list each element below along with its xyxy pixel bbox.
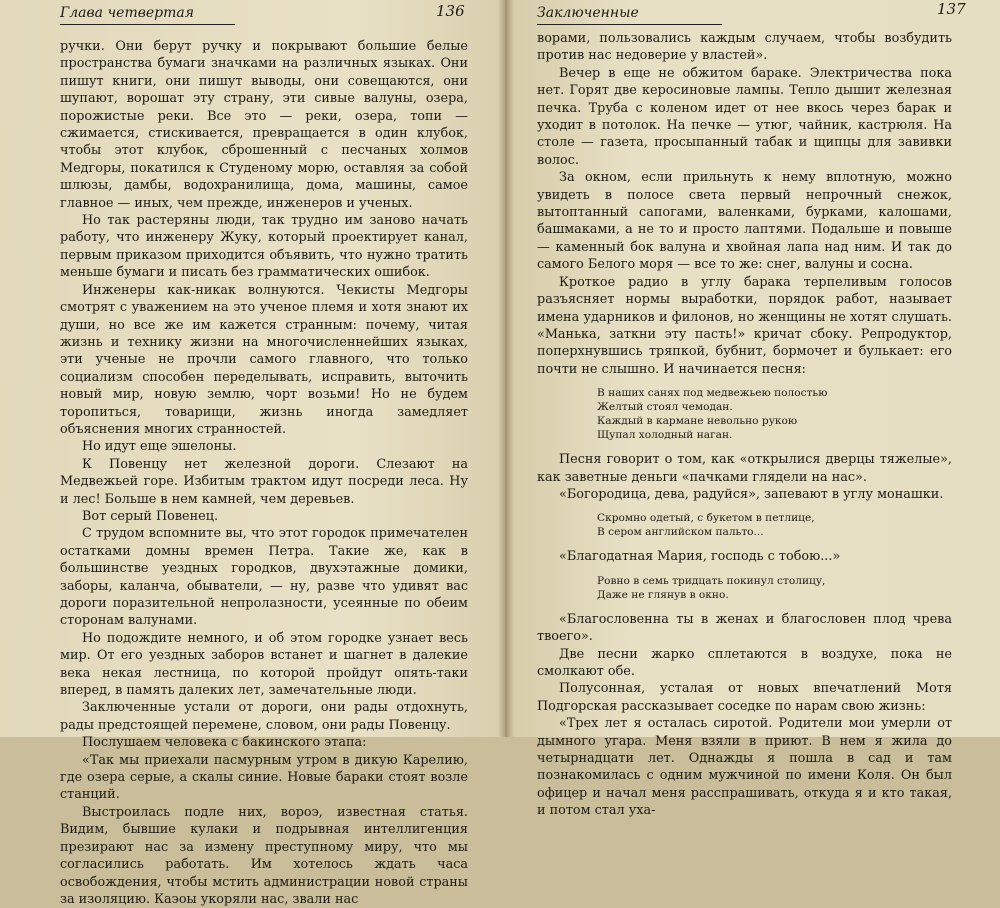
paragraph: «Так мы приехали пасмурным утром в дикую Карелию, где озера серые, а скалы синие. Новые бараки стоят возле станций. bbox=[60, 752, 468, 803]
paragraph: Кроткое радио в углу барака терпеливым голосов разъясняет нормы выработки, порядок работ, называет имена ударников и филонов, но женщины не хотят слушать. «Манька, заткни эту пасть!» кричат сбоку. Репродуктор, поперхнувшись тряпкой, бубнит, бормочет и булькает: его почти не слышно. И начинается песня: bbox=[537, 274, 952, 377]
paragraph: Вечер в еще не обжитом бараке. Электричества пока нет. Горят две керосиновые лампы. Тепло дышит железная печка. Труба с коленом идет от нее вкось через барак и уходит в потолок. На печке — утюг, чайник, кастрюля. На столе — газета, просыпанный табак и щипцы для завивки волос. bbox=[537, 65, 952, 168]
paragraph: Инженеры как-никак волнуются. Чекисты Медгоры смотрят с уважением на это ученое племя и хотя знают их души, но все же им кажется странным: почему, читая жизнь и технику жизни на многочисленнейших языках, эти ученые не прочли самого главного, что только социализм способен переделывать, исправить, выточить новый мир, новую землю, чорт возьми! Но не будем торопиться, товарищи, жизнь иногда замедляет объяснения многих странностей. bbox=[60, 282, 468, 437]
paragraph: Но так растеряны люди, так трудно им заново начать работу, что инженеру Жуку, который проектирует канал, первым приказом приходится объявить, что нужно тратить меньше бумаги и писать без грамматических ошибок. bbox=[60, 213, 468, 281]
paragraph: Но подождите немного, и об этом городке узнает весь мир. От его уездных заборов встанет и шагнет в далекие века некая лестница, по которой пройдут опять-таки вперед, в память далеких лет, замечательные люди. bbox=[60, 630, 468, 699]
paragraph: Выстроилась подле них, вороэ, известная статья. Видим, бывшие кулаки и подрывная интеллигенция презирают нас за измену преступному миру, что мы согласились работать. Им хотелось ждать часа освобождения, чтобы мстить администрации новой страны за изоляцию. Каэоы укоряли нас, звали нас bbox=[60, 804, 468, 907]
paragraph: К Повенцу нет железной дороги. Слезают на Медвежьей горе. Избитым трактом идут посреди леса. Ну и лес! Больше в нем камней, чем деревьев. bbox=[60, 456, 468, 507]
right-page bbox=[507, 0, 1000, 819]
song-verse bbox=[597, 574, 952, 602]
book-gutter bbox=[498, 0, 514, 737]
song-verse bbox=[597, 386, 952, 442]
page-number-right: 137 bbox=[937, 0, 966, 18]
paragraph: Две песни жарко сплетаются в воздухе, пока не смолкают обе. bbox=[537, 646, 952, 679]
paragraph: «Благодатная Мария, господь с тобою...» bbox=[559, 549, 841, 565]
paragraph: Заключенные устали от дороги, они рады отдохнуть, рады предстоящей перемене, словом, они рады Повенцу. bbox=[60, 700, 468, 733]
paragraph: Вот серый Повенец. bbox=[82, 508, 219, 524]
paragraph: Послушаем человека с бакинского этапа: bbox=[82, 735, 367, 751]
paragraph: ворами, пользовались каждым случаем, чтобы возбудить против нас недоверие у властей». bbox=[537, 31, 952, 64]
left-page-text bbox=[60, 38, 468, 908]
verse-line: Щупал холодный наган. bbox=[597, 429, 733, 442]
paragraph: «Благословенна ты в женах и благословен плод чрева твоего». bbox=[537, 611, 952, 645]
verse-line: Скромно одетый, с букетом в петлице, bbox=[597, 512, 815, 525]
paragraph: ручки. Они берут ручку и покрывают большие белые пространства бумаги значками на различных языках. Они пишут книги, они пишут выводы, они совещаются, они шупают, ворошат эту страну, эти сивые валуны, озера, порожистые реки. Все это — реки, озера, топи — сжимается, стискивается, превращается в один клубок, чтобы этот клубок, сброшенный с песчаных холмов Медгоры, покатился к Студеному морю, оставляя за собой шлюзы, дамбы, водохранилища, дома, машины, самое главное — иных, чем прежде, инженеров и ученых. bbox=[60, 39, 468, 211]
verse-line: Ровно в семь тридцать покинул столицу, bbox=[597, 574, 826, 587]
verse-line: Даже не глянув в окно. bbox=[597, 588, 729, 601]
verse-line: Каждый в кармане невольно рукою bbox=[597, 415, 798, 428]
paragraph: «Богородица, дева, радуйся», запевают в углу монашки. bbox=[559, 486, 944, 502]
page-number-left: 136 bbox=[436, 2, 465, 20]
chapter-header: Глава четвертая bbox=[60, 2, 235, 25]
paragraph: С трудом вспомните вы, что этот городок примечателен остатками домны времен Петра. Такие же, как в большинстве уездных городков, двухэтажные домики, заборы, каланча, обыватели, — ну, разве что удивят вас дороги поразительной непролазности, усеянные по обеим сторонам валунами. bbox=[60, 526, 468, 629]
verse-line: Желтый стоял чемодан. bbox=[597, 401, 733, 414]
paragraph: Но идут еще эшелоны. bbox=[82, 439, 237, 455]
verse-line: В наших санях под медвежьею полостью bbox=[597, 387, 828, 400]
chapter-header: Заключенные bbox=[537, 2, 722, 25]
paragraph: За окном, если прильнуть к нему вплотную, можно увидеть в полосе света первый непрочный снежок, вытоптанный сапогами, валенками, бурками, калошами, башмаками, а не то и просто лаптями. Подальше и повыше — каменный бок валуна и хвойная лапа над ним. И так до самого Белого моря — все то же: снег, валуны и сосна. bbox=[537, 170, 952, 273]
verse-line: В сером английском пальто... bbox=[597, 526, 764, 539]
right-page-text bbox=[537, 30, 952, 820]
paragraph: Полусонная, усталая от новых впечатлений Мотя Подгорская рассказывает соседке по нарам свою жизнь: bbox=[537, 681, 952, 714]
paragraph: Песня говорит о том, как «открылися дверцы тяжелые», как заветные деньги «пачками глядели на нас». bbox=[537, 452, 952, 485]
song-verse bbox=[597, 511, 952, 539]
paragraph: «Трех лет я осталась сиротой. Родители мои умерли от дымного угара. Меня взяли в приют. В нем я жила до четырнадцати лет. Однажды я пошла в сад и там познакомилась с одним мужчиной по имени Коля. Он был офицер и начал меня расспрашивать, откуда я и кто такая, и потом стал уха- bbox=[537, 716, 952, 819]
